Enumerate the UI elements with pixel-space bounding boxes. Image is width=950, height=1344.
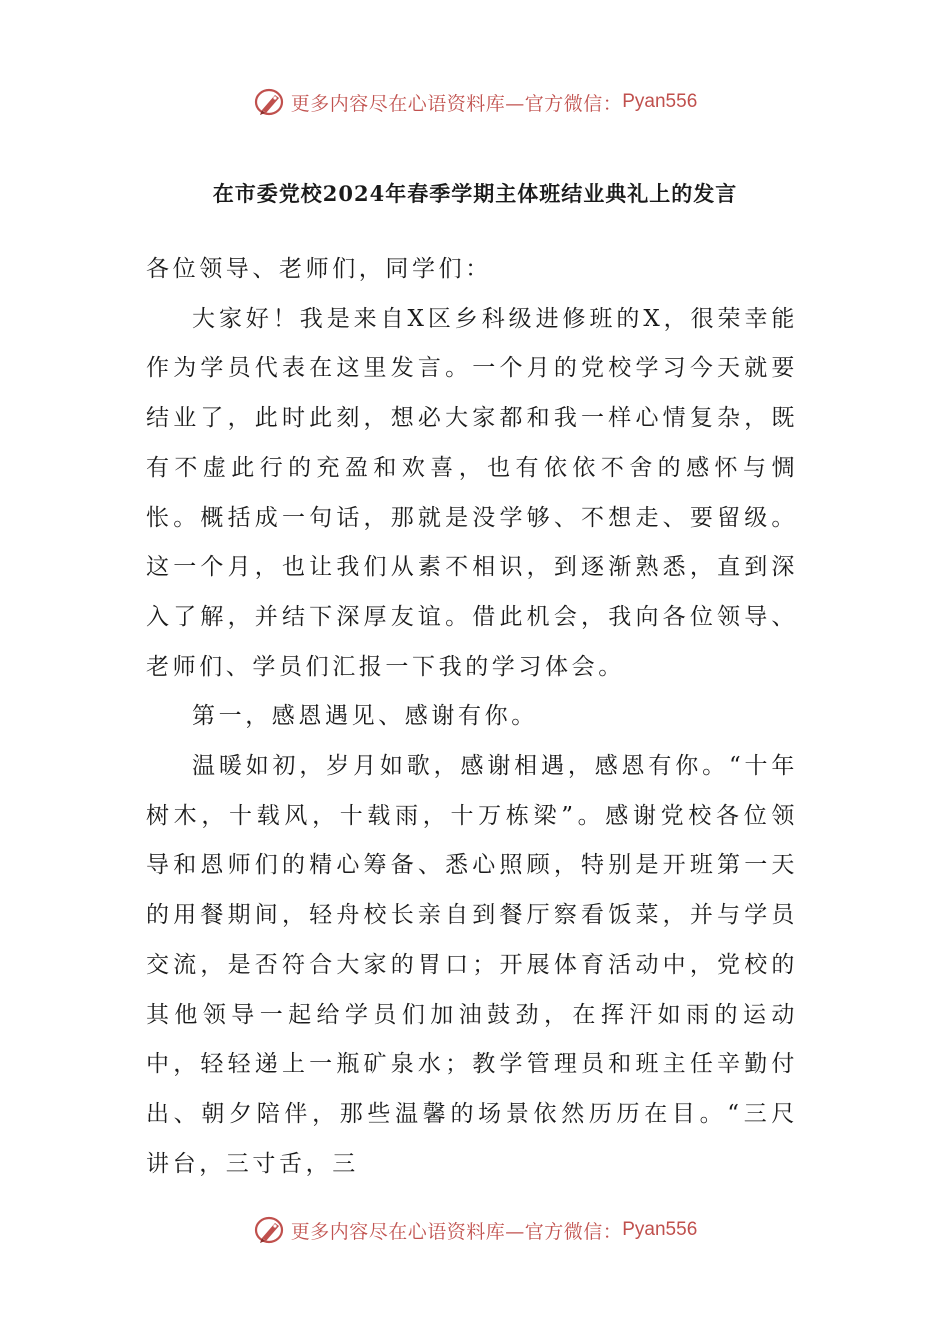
document-title: 在市委党校2024年春季学期主体班结业典礼上的发言 bbox=[212, 181, 738, 206]
paragraph-gratitude: 温暖如初，岁月如歌，感谢相遇，感恩有你。“十年树木，十载风，十载雨，十万栋梁”。感谢党校各位领导和恩师们的精心筹备、悉心照顾，特别是开班第一天的用餐期间，轻舟校长亲自到餐厅察看饭菜，并与学员交流，是否符合大家的胃口；开展体育活动中，党校的其他领导一起给学员们加油鼓劲，在挥汗如雨的运动中，轻轻递上一瓶矿泉水；教学管理员和班主任辛勤付出、朝夕陪伴，那些温馨的场景依然历历在目。“三尺讲台，三寸舌，三 bbox=[146, 753, 798, 1177]
document-body bbox=[146, 245, 798, 1189]
pen-nib-logo-icon bbox=[253, 85, 287, 119]
watermark-wechat-id: Pyan556 bbox=[622, 91, 698, 112]
pen-nib-logo-icon bbox=[253, 1213, 287, 1247]
paragraph-intro: 大家好！我是来自X区乡科级进修班的X，很荣幸能作为学员代表在这里发言。一个月的党校学习今天就要结业了，此时此刻，想必大家都和我一样心情复杂，既有不虚此行的充盈和欢喜，也有依依不舍的感怀与惆怅。概括成一句话，那就是没学够、不想走、要留级。这一个月，也让我们从素不相识，到逐渐熟悉，直到深入了解，并结下深厚友谊。借此机会，我向各位领导、老师们、学员们汇报一下我的学习体会。 bbox=[146, 305, 798, 680]
salutation: 各位领导、老师们，同学们： bbox=[146, 256, 492, 282]
watermark-text: 更多内容尽在心语资料库—官方微信： bbox=[290, 92, 623, 115]
watermark-banner-bottom bbox=[0, 1210, 950, 1250]
watermark-wechat-id: Pyan556 bbox=[622, 1219, 698, 1240]
section-heading-first: 第一，感恩遇见、感谢有你。 bbox=[192, 703, 538, 730]
watermark-text: 更多内容尽在心语资料库—官方微信： bbox=[290, 1220, 623, 1243]
watermark-banner-top bbox=[0, 82, 950, 122]
